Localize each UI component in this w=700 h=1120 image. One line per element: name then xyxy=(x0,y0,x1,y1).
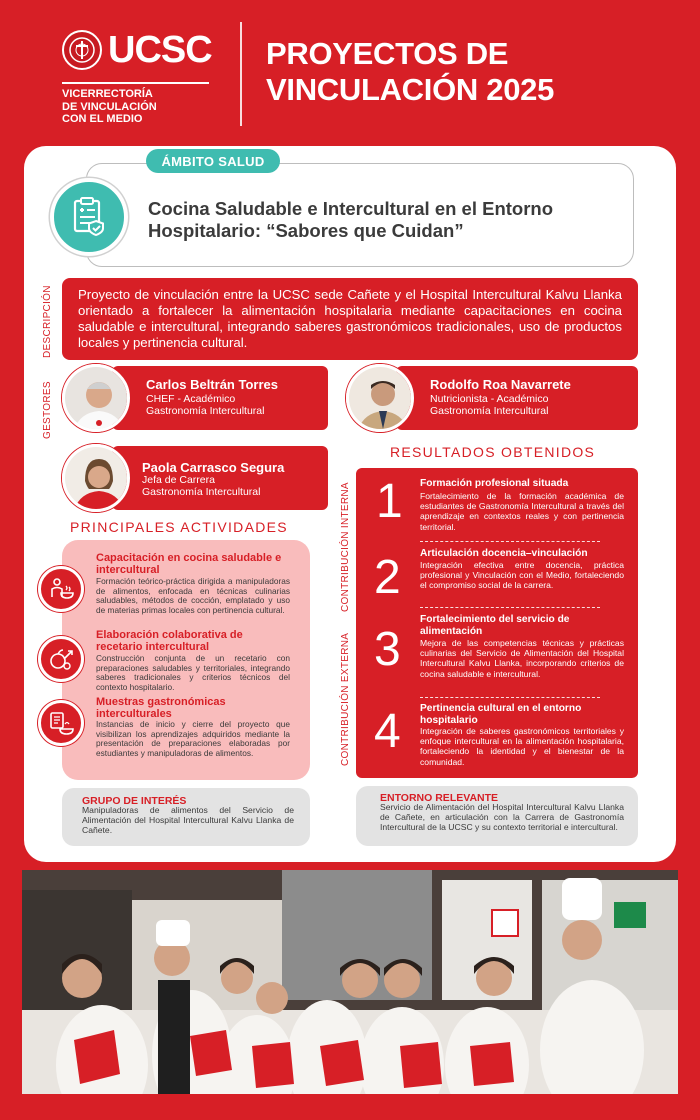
gestor-role: Nutricionista - Académico xyxy=(430,393,549,405)
result-separator xyxy=(420,697,600,698)
page-title-line-2: VINCULACIÓN 2025 xyxy=(266,72,555,107)
project-title-line-1: Cocina Saludable e Intercultural en el Entorno xyxy=(148,198,554,219)
header-divider xyxy=(240,22,242,126)
interest-group-box xyxy=(62,788,310,846)
results-heading: RESULTADOS OBTENIDOS xyxy=(390,444,596,460)
gestor-role: CHEF - Académico xyxy=(146,393,236,405)
page-title xyxy=(266,36,554,108)
result-text: Fortalecimiento de la formación académica de estudiantes de Gastronomía Intercultural a través del aprendizaje en contextos reales y con pertinencia territorial. xyxy=(420,491,624,532)
activity-title: Capacitación en cocina saludable e intercultural xyxy=(96,552,282,576)
result-title: Fortalecimiento del servicio de alimentación xyxy=(420,614,570,637)
page-title-line-1: PROYECTOS DE xyxy=(266,36,509,71)
descripcion-label: DESCRIPCIÓN xyxy=(42,285,53,358)
result-title: Formación profesional situada xyxy=(420,478,569,489)
gestor-name: Paola Carrasco Segura xyxy=(142,460,285,475)
health-clipboard-icon xyxy=(50,178,128,256)
project-title xyxy=(148,198,618,242)
brand-logo-text: UCSC xyxy=(108,29,212,71)
gestor-photo-avatar xyxy=(62,364,130,432)
result-separator xyxy=(420,541,600,542)
result-text: Mejora de las competencias técnicas y prácticas culinarias del Servicio de Alimentación del Hospital Intercultural Kalvu Llanka, incorporando criterios de cocina saludable e intercultural. xyxy=(420,638,624,679)
gestor-card xyxy=(112,446,328,510)
activity-text: Formación teórico-práctica dirigida a manipuladoras de alimentos, enfocada en técnicas culinarias saludables, métodos de cocción, emplatado y uso de materias primas locales con pertinencia cultural. xyxy=(96,576,290,615)
recipe-vegetables-icon xyxy=(38,636,84,682)
result-number: 4 xyxy=(374,705,401,758)
interest-group-title: GRUPO DE INTERÉS xyxy=(82,795,187,807)
contribucion-interna-label: CONTRIBUCIÓN INTERNA xyxy=(340,482,351,612)
gestor-photo-avatar xyxy=(346,364,414,432)
gestor-name: Rodolfo Roa Navarrete xyxy=(430,377,571,392)
result-separator xyxy=(420,607,600,608)
vicerrectoria-label xyxy=(62,88,157,126)
result-text: Integración efectiva entre docencia, práctica profesional y Vinculación con el Medio, fortaleciendo el compromiso social de la carrera. xyxy=(420,560,624,591)
vice-line-2: DE VINCULACIÓN xyxy=(62,100,157,113)
result-text: Integración de saberes gastronómicos territoriales y enfoque intercultural en la alimentación hospitalaria, fortaleciendo la identidad y el bienestar de la comunidad. xyxy=(420,726,624,767)
gestores-label: GESTORES xyxy=(42,381,53,439)
gestor-card xyxy=(112,366,328,430)
result-number: 1 xyxy=(376,475,403,528)
project-title-line-2: Hospitalario: “Sabores que Cuidan” xyxy=(148,220,464,241)
description-box: Proyecto de vinculación entre la UCSC sede Cañete y el Hospital Intercultural Kalvu Llanka orientado a fortalecer la alimentación hospitalaria mediante capacitaciones en cocina saludable e intercultural, integrando saberes gastronómicos tradicionales, uso de productos locales y pertinencia cultural. xyxy=(62,278,638,360)
gestor-role: Jefa de Carrera xyxy=(142,474,215,486)
result-title: Pertinencia cultural en el entorno hospitalario xyxy=(420,703,582,726)
gestor-name: Carlos Beltrán Torres xyxy=(146,377,278,392)
chef-cooking-icon xyxy=(38,566,84,612)
contribucion-externa-label: CONTRIBUCIÓN EXTERNA xyxy=(340,632,351,766)
activity-title: Muestras gastronómicas interculturales xyxy=(96,696,226,720)
ambito-badge: ÁMBITO SALUD xyxy=(146,149,280,173)
activities-heading: PRINCIPALES ACTIVIDADES xyxy=(70,519,288,535)
activity-text: Instancias de inicio y cierre del proyecto que visibilizan los aprendizajes adquiridos mediante la presentación de preparaciones elaboradas por estudiantes y manipuladoras de alimentos. xyxy=(96,719,290,758)
environment-title: ENTORNO RELEVANTE xyxy=(380,792,499,804)
gestor-photo-avatar xyxy=(62,444,130,512)
vice-line-1: VICERRECTORÍA xyxy=(62,88,153,100)
gestor-program: Gastronomía Intercultural xyxy=(146,405,265,417)
gestor-program: Gastronomía Intercultural xyxy=(430,405,549,417)
result-title: Articulación docencia–vinculación xyxy=(420,548,588,559)
gestor-program: Gastronomía Intercultural xyxy=(142,486,261,498)
interest-group-text: Manipuladoras de alimentos del Servicio de Alimentación del Hospital Intercultural Kalvu Llanka de Cañete. xyxy=(82,805,294,835)
group-photo xyxy=(22,870,678,1094)
environment-box xyxy=(356,786,638,846)
environment-text: Servicio de Alimentación del Hospital Intercultural Kalvu Llanka de Cañete, en articulación con la Carrera de Gastronomía Intercultural de la UCSC y su contexto territorial e intercultural. xyxy=(380,802,624,832)
logo-divider xyxy=(62,82,209,84)
gestor-card xyxy=(396,366,638,430)
gastronomy-sample-icon xyxy=(38,700,84,746)
result-number: 2 xyxy=(374,551,401,604)
vice-line-3: CON EL MEDIO xyxy=(62,113,143,125)
ucsc-seal-logo xyxy=(62,30,102,70)
activity-text: Construcción conjunta de un recetario con preparaciones saludables y territoriales, integrando saberes tradicionales y criterios técnicos del contexto hospitalario. xyxy=(96,653,290,692)
result-number: 3 xyxy=(374,623,401,676)
activity-title: Elaboración colaborativa de recetario intercultural xyxy=(96,629,243,653)
